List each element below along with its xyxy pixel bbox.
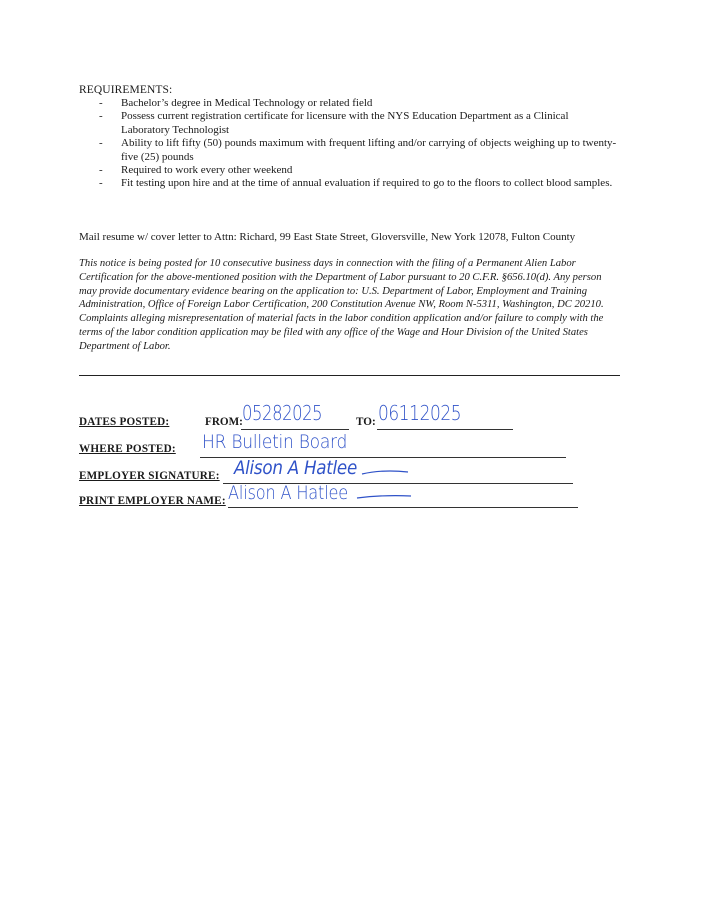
where-posted-handwritten: HR Bulletin Board <box>202 431 348 453</box>
to-line <box>377 429 513 430</box>
from-line <box>241 429 349 430</box>
dates-posted-label: DATES POSTED: <box>79 416 170 428</box>
requirement-item: - Ability to lift fifty (50) pounds maximum with frequent lifting and/or carrying of objects weighing up to twenty-five (25) pounds <box>99 137 617 163</box>
print-employer-name-label: PRINT EMPLOYER NAME: <box>79 495 226 507</box>
requirements-list <box>79 97 619 191</box>
to-label: TO: <box>356 416 376 428</box>
requirement-item: - Possess current registration certificate for licensure with the NYS Education Department as a Clinical Laboratory Technologist <box>99 110 569 136</box>
where-posted-label: WHERE POSTED: <box>79 443 176 455</box>
from-label: FROM: <box>205 416 243 428</box>
requirements-heading: REQUIREMENTS: <box>79 84 173 96</box>
legal-notice: This notice is being posted for 10 consecutive business days in connection with the filing of a Permanent Alien Labor Certification for the above-mentioned position with the Department of Labor pursuant to 20 C.F.R. §656.10(d). Any person may provide documentary evidence bearing on the application to: U.S. Department of Labor, Employment and Training Administration, Office of Foreign Labor Certification, 200 Constitution Avenue NW, Room N-5311, Washington, DC 20210. Complaints alleging misrepresentation of material facts in the labor condition application and/or failure to comply with the terms of the labor condition application may be filed with any office of the Wage and Hour Division of the United States Department of Labor. <box>79 258 604 352</box>
name-tail-stroke <box>355 490 415 504</box>
employer-signature-handwritten: Alison A Hatlee <box>234 457 357 479</box>
employer-signature-label: EMPLOYER SIGNATURE: <box>79 470 220 482</box>
employer-name-handwritten: Alison A Hatlee <box>228 482 349 504</box>
section-divider <box>79 375 620 376</box>
requirement-item: - Bachelor’s degree in Medical Technology or related field <box>99 97 373 109</box>
requirement-item: - Fit testing upon hire and at the time of annual evaluation if required to go to the floors to collect blood samples. <box>99 177 613 190</box>
print-name-line <box>228 507 578 508</box>
from-date-handwritten: 05282025 <box>242 401 323 425</box>
mail-instructions: Mail resume w/ cover letter to Attn: Richard, 99 East State Street, Gloversville, New York 12078, Fulton County <box>79 231 576 243</box>
to-date-handwritten: 06112025 <box>378 401 462 425</box>
requirement-item: - Required to work every other weekend <box>99 164 293 177</box>
signature-tail-stroke <box>360 466 410 480</box>
